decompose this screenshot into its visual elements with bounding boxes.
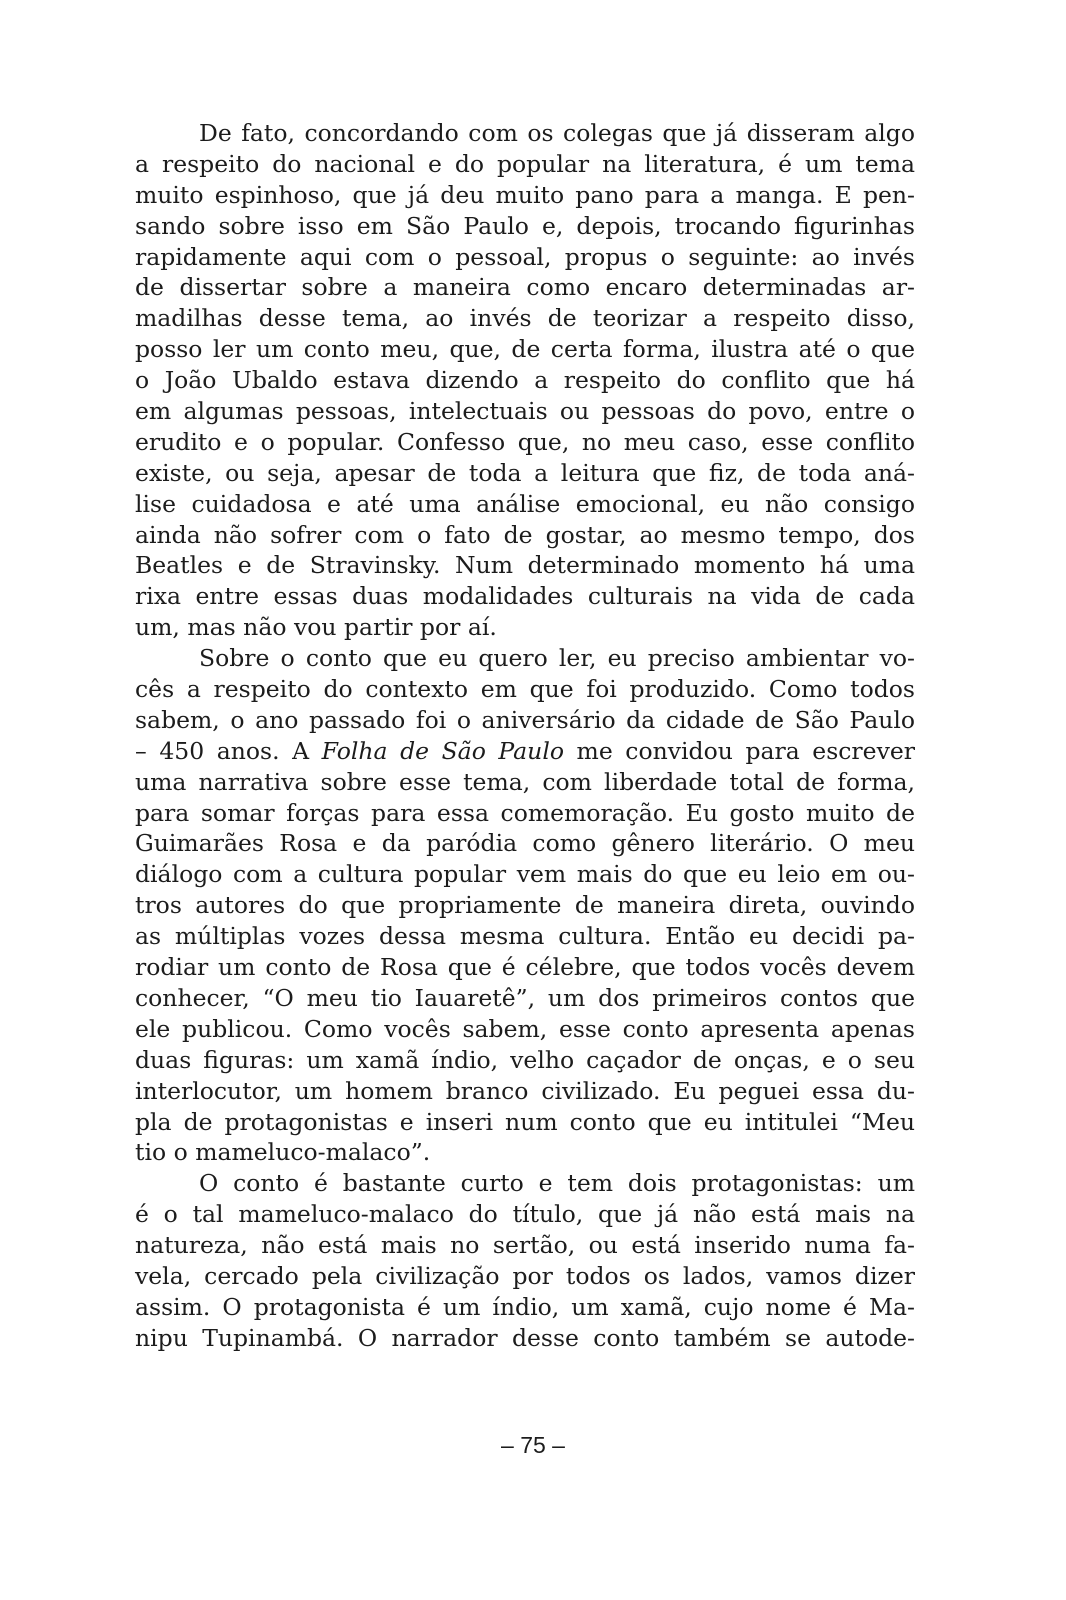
text-line: rapidamente aqui com o pessoal, propus o seguinte: ao invés [135, 242, 915, 271]
text-line: sando sobre isso em São Paulo e, depois, trocando figurinhas [135, 211, 915, 240]
text-line: tros autores do que propriamente de maneira direta, ouvindo [135, 891, 915, 920]
text-line: o João Ubaldo estava dizendo a respeito do conflito que há [135, 366, 915, 395]
text-line: De fato, concordando com os colegas que já disseram algo [199, 119, 915, 147]
text-line: vela, cercado pela civilização por todos os lados, vamos dizer [135, 1261, 915, 1290]
text-line: rixa entre essas duas modalidades culturais na vida de cada [135, 582, 915, 611]
text-line: madilhas desse tema, ao invés de teorizar a respeito disso, [135, 304, 915, 333]
text-line-with-italic [135, 736, 915, 767]
text-line: ainda não sofrer com o fato de gostar, ao mesmo tempo, dos [135, 520, 915, 549]
text-line: sabem, o ano passado foi o aniversário da cidade de São Paulo [135, 705, 915, 734]
text-line: em algumas pessoas, intelectuais ou pessoas do povo, entre o [135, 397, 915, 426]
text-line: nipu Tupinambá. O narrador desse conto também se autode- [135, 1323, 915, 1352]
text-segment: – 450 anos. A [135, 736, 322, 765]
text-line: cês a respeito do contexto em que foi produzido. Como todos [135, 675, 915, 704]
text-line: de dissertar sobre a maneira como encaro determinadas ar- [135, 273, 915, 302]
paragraph-2 [135, 643, 915, 1168]
text-line: para somar forças para essa comemoração. Eu gosto muito de [135, 798, 915, 827]
paragraph-1 [135, 118, 915, 643]
text-line: ele publicou. Como vocês sabem, esse conto apresenta apenas [135, 1014, 915, 1043]
text-line: existe, ou seja, apesar de toda a leitura que fiz, de toda aná- [135, 458, 915, 487]
page-number: – 75 – [501, 1432, 565, 1458]
text-line: é o tal mameluco-malaco do título, que já não está mais na [135, 1200, 915, 1229]
text-line: interlocutor, um homem branco civilizado. Eu peguei essa du- [135, 1076, 915, 1105]
text-line: Beatles e de Stravinsky. Num determinado momento há uma [135, 551, 915, 580]
text-line: diálogo com a cultura popular vem mais do que eu leio em ou- [135, 860, 915, 889]
text-line: duas figuras: um xamã índio, velho caçador de onças, e o seu [135, 1045, 915, 1074]
text-line: assim. O protagonista é um índio, um xamã, cujo nome é Ma- [135, 1292, 915, 1321]
text-line: natureza, não está mais no sertão, ou está inserido numa fa- [135, 1231, 915, 1260]
text-line: rodiar um conto de Rosa que é célebre, que todos vocês devem [135, 953, 915, 982]
text-line: um, mas não vou partir por aí. [135, 613, 497, 642]
text-line: lise cuidadosa e até uma análise emocional, eu não consigo [135, 489, 915, 518]
text-line: Guimarães Rosa e da paródia como gênero literário. O meu [135, 829, 915, 858]
text-line: muito espinhoso, que já deu muito pano para a manga. E pen- [135, 180, 915, 209]
newspaper-title: Folha de São Paulo [321, 736, 564, 765]
text-line: erudito e o popular. Confesso que, no meu caso, esse conflito [135, 427, 915, 456]
text-line: tio o mameluco-malaco”. [135, 1138, 431, 1167]
text-line: posso ler um conto meu, que, de certa forma, ilustra até o que [135, 335, 915, 364]
text-line: uma narrativa sobre esse tema, com liberdade total de forma, [135, 767, 915, 796]
page-body [135, 118, 915, 1354]
text-line: pla de protagonistas e inseri num conto que eu intitulei “Meu [135, 1107, 915, 1136]
text-line: O conto é bastante curto e tem dois protagonistas: um [199, 1169, 915, 1198]
text-segment: me convidou para escrever [563, 736, 915, 765]
text-line: Sobre o conto que eu quero ler, eu preciso ambientar vo- [199, 644, 915, 673]
text-line: as múltiplas vozes dessa mesma cultura. Então eu decidi pa- [135, 922, 915, 951]
text-line: a respeito do nacional e do popular na literatura, é um tema [135, 149, 915, 178]
text-line: conhecer, “O meu tio Iauaretê”, um dos primeiros contos que [135, 983, 915, 1012]
paragraph-3 [135, 1168, 915, 1353]
